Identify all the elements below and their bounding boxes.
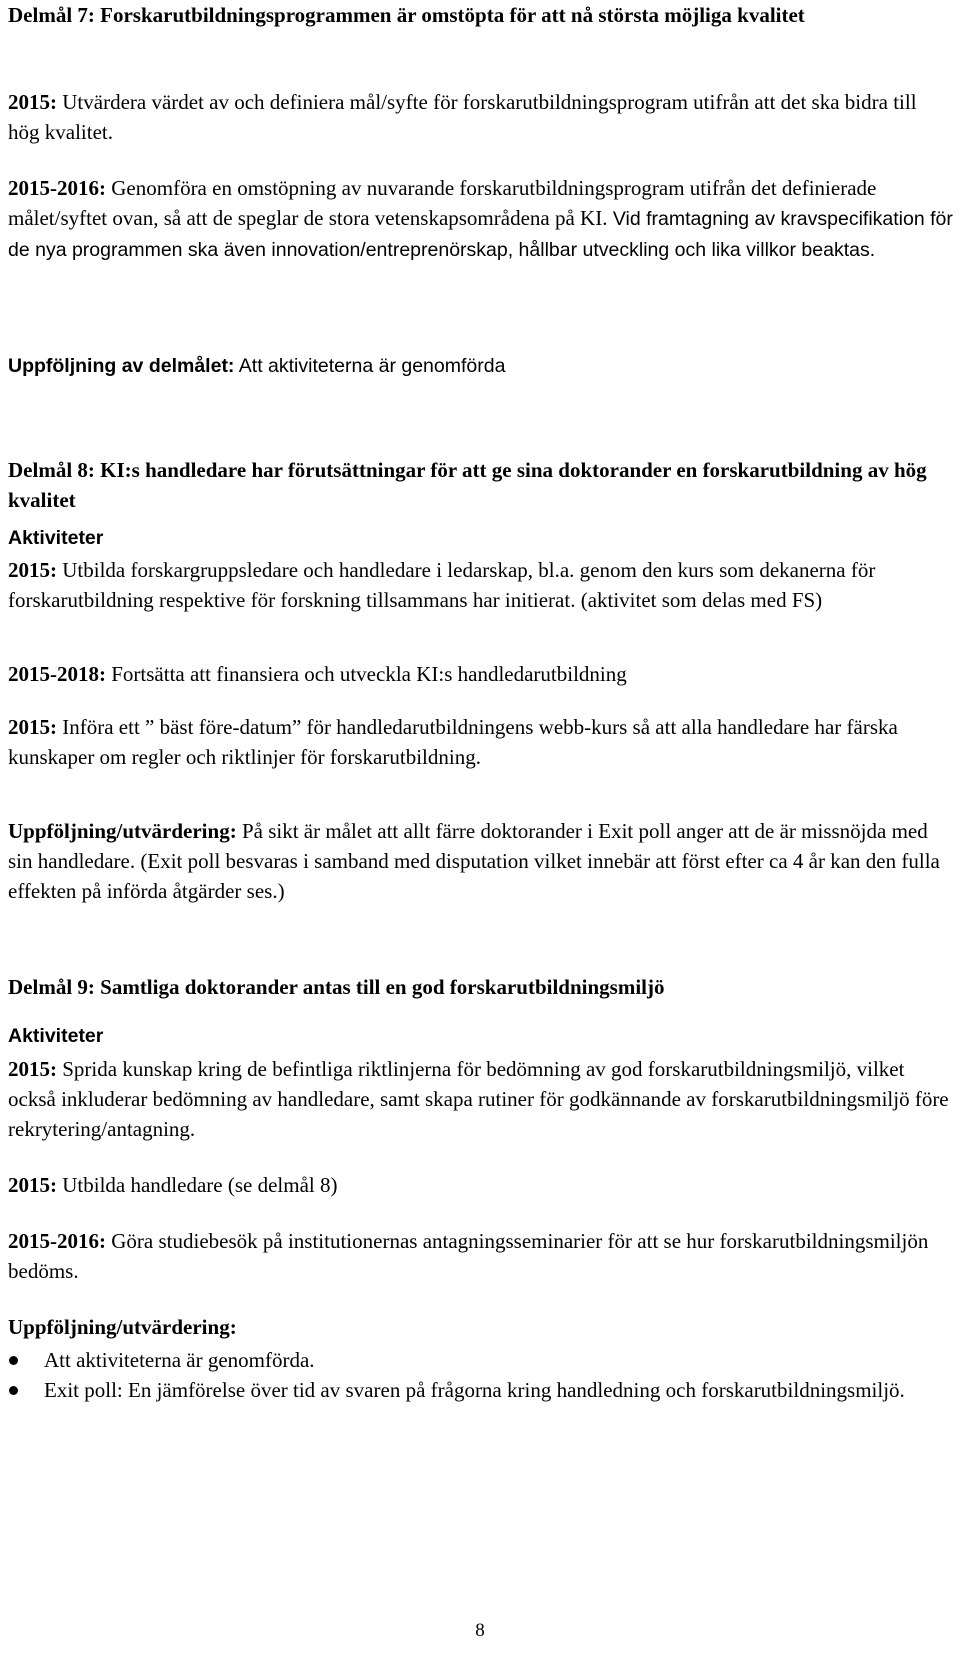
bullet-list <box>8 1345 953 1405</box>
delmal-7-heading: Delmål 7: Forskarutbildningsprogrammen är omstöpta för att nå största möjliga kvalitet <box>8 3 805 27</box>
activity-text: Fortsätta att finansiera och utveckla KI:s handledarutbildning <box>106 662 627 686</box>
delmal-8-activities-label: Aktiviteter <box>8 527 104 549</box>
followup-text: På sikt är målet att allt färre doktorander i Exit poll anger att de är missnöjda med sin handledare. (Exit poll besvaras i samband med disputation vilket innebär att först efter ca 4 år kan den fulla effekten på införda åtgärder ses.) <box>8 819 940 903</box>
activity-text: Utbilda handledare (se delmål 8) <box>57 1173 338 1197</box>
activity-text-continued: Vid framtagning av kravspecifikation för de nya programmen ska även innovation/entreprenörskap, hållbar utveckling och lika villkor beaktas. <box>8 208 953 261</box>
delmal-8-activity-3 <box>8 712 953 772</box>
delmal-8-followup <box>8 816 953 906</box>
list-item: Exit poll: En jämförelse över tid av svaren på frågorna kring handledning och forskarutbildningsmiljö. <box>8 1375 953 1405</box>
list-item: Att aktiviteterna är genomförda. <box>8 1345 953 1375</box>
delmal-9-followup-list <box>8 1345 953 1405</box>
activity-text: Genomföra en omstöpning av nuvarande forskarutbildningsprogram utifrån det definierade målet/syftet ovan, så att de speglar de stora vetenskapsområdena på KI. <box>8 176 877 230</box>
activity-text: Sprida kunskap kring de befintliga riktlinjerna för bedömning av god forskarutbildningsmiljö, vilket också inkluderar bedömning av handledare, samt skapa rutiner för godkännande av forskarutbildningsmiljö före rekrytering/antagning. <box>8 1057 949 1141</box>
year-label: 2015-2016: <box>8 176 106 200</box>
delmal-9-activity-2 <box>8 1170 953 1200</box>
year-label: 2015: <box>8 715 57 739</box>
year-label: 2015: <box>8 558 57 582</box>
year-label: 2015-2016: <box>8 1229 106 1253</box>
delmal-9-activity-1 <box>8 1054 953 1144</box>
delmal-8-activity-1 <box>8 555 953 615</box>
delmal-8-heading: Delmål 8: KI:s handledare har förutsättningar för att ge sina doktorander en forskarutbildning av hög kvalitet <box>8 458 927 512</box>
activity-text: Utvärdera värdet av och definiera mål/syfte för forskarutbildningsprogram utifrån att det ska bidra till hög kvalitet. <box>8 90 917 144</box>
followup-label: Uppföljning/utvärdering: <box>8 819 237 843</box>
year-label: 2015: <box>8 1057 57 1081</box>
page-number: 8 <box>475 1620 485 1641</box>
delmal-9-heading: Delmål 9: Samtliga doktorander antas till en god forskarutbildningsmiljö <box>8 975 665 999</box>
followup-text: Att aktiviteterna är genomförda <box>234 355 506 377</box>
activity-text: Göra studiebesök på institutionernas antagningsseminarier för att se hur forskarutbildningsmiljön bedöms. <box>8 1229 929 1283</box>
delmal-7-activity-2 <box>8 173 953 265</box>
delmal-7-followup <box>8 350 953 381</box>
year-label: 2015-2018: <box>8 662 106 686</box>
delmal-9-followup-label: Uppföljning/utvärdering: <box>8 1315 237 1339</box>
year-label: 2015: <box>8 1173 57 1197</box>
delmal-9-activity-3 <box>8 1226 953 1286</box>
year-label: 2015: <box>8 90 57 114</box>
delmal-9-activities-label: Aktiviteter <box>8 1025 104 1047</box>
bullet-icon <box>9 1356 18 1365</box>
activity-text: Utbilda forskargruppsledare och handledare i ledarskap, bl.a. genom den kurs som dekanerna för forskarutbildning respektive för forskning tillsammans har initierat. (aktivitet som delas med FS) <box>8 558 876 612</box>
delmal-7-activity-1 <box>8 87 953 147</box>
activity-text: Införa ett ” bäst före-datum” för handledarutbildningens webb-kurs så att alla handledare har färska kunskaper om regler och riktlinjer för forskarutbildning. <box>8 715 898 769</box>
bullet-icon <box>9 1386 18 1395</box>
delmal-8-activity-2 <box>8 659 953 689</box>
followup-label: Uppföljning av delmålet: <box>8 355 235 377</box>
